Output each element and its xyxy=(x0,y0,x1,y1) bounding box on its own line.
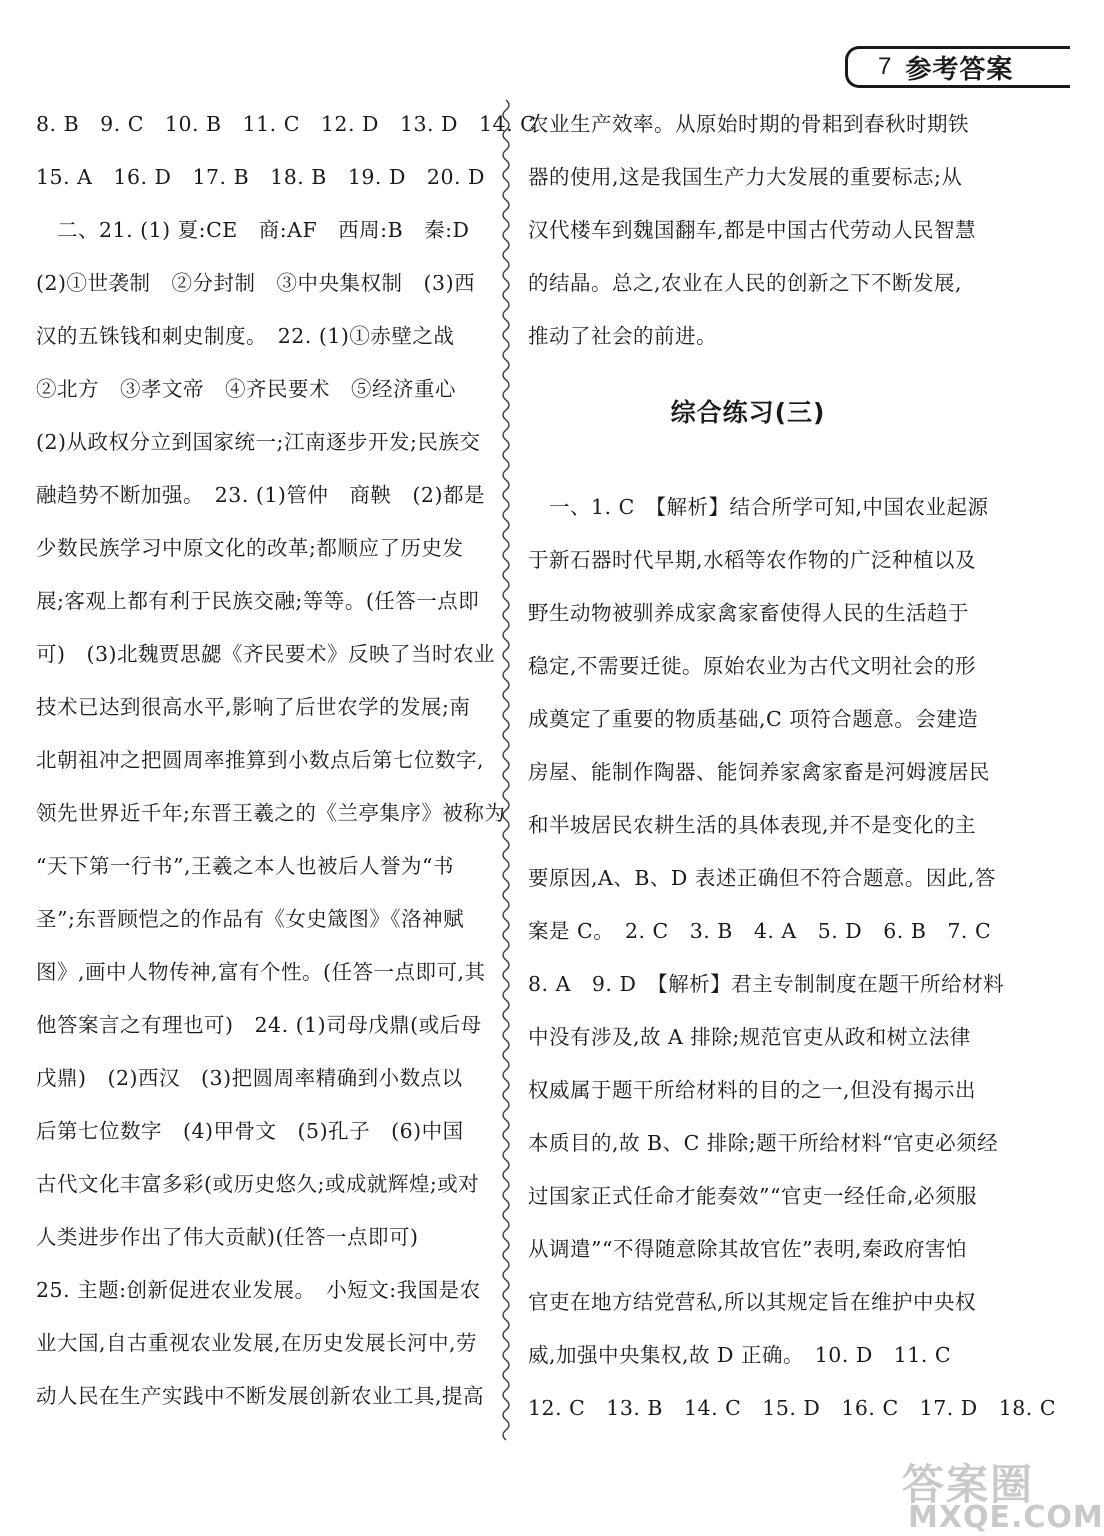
right-line: 过国家正式任命才能奏效”“官吏一经任命,必须服 xyxy=(528,1184,977,1208)
left-line: 展;客观上都有利于民族交融;等等。(任答一点即 xyxy=(36,589,480,613)
left-line: 8. B 9. C 10. B 11. C 12. D 13. D 14. C xyxy=(36,112,537,136)
left-line: 汉的五铢钱和刺史制度。 22. (1)①赤壁之战 xyxy=(36,324,455,348)
section-heading: 综合练习(三) xyxy=(670,398,826,427)
right-line: 于新石器时代早期,水稻等农作物的广泛种植以及 xyxy=(528,548,977,572)
left-line: 25. 主题:创新促进农业发展。 小短文:我国是农 xyxy=(36,1278,481,1302)
left-line: 融趋势不断加强。 23. (1)管仲 商鞅 (2)都是 xyxy=(36,483,485,507)
left-line: 后第七位数字 (4)甲骨文 (5)孔子 (6)中国 xyxy=(36,1119,464,1143)
page-header-tab xyxy=(845,46,1070,88)
left-line: 动人民在生产实践中不断发展创新农业工具,提高 xyxy=(36,1384,485,1408)
left-line: 戊鼎) (2)西汉 (3)把圆周率精确到小数点以 xyxy=(36,1066,463,1090)
right-line: 12. C 13. B 14. C 15. D 16. C 17. D 18. C xyxy=(528,1396,1057,1420)
page-number: 7 xyxy=(878,53,892,80)
left-line: 15. A 16. D 17. B 18. B 19. D 20. D xyxy=(36,165,485,189)
left-line: 北朝祖冲之把圆周率推算到小数点后第七位数字, xyxy=(36,748,485,772)
watermark-line2: MXQE.COM xyxy=(908,1500,1104,1535)
right-line: 器的使用,这是我国生产力大发展的重要标志;从 xyxy=(528,165,963,189)
left-line: 领先世界近千年;东晋王羲之的《兰亭集序》被称为 xyxy=(36,801,506,825)
left-line: 可) (3)北魏贾思勰《齐民要术》反映了当时农业 xyxy=(36,642,496,666)
right-line: 农业生产效率。从原始时期的骨耜到春秋时期铁 xyxy=(528,112,969,136)
right-line: 房屋、能制作陶器、能饲养家禽家畜是河姆渡居民 xyxy=(528,760,990,784)
left-column xyxy=(36,98,537,1423)
left-line: 古代文化丰富多彩(或历史悠久;或成就辉煌;或对 xyxy=(36,1172,480,1196)
right-line: 8. A 9. D 【解析】君主专制制度在题干所给材料 xyxy=(528,972,1005,996)
left-line: (2)①世袭制 ②分封制 ③中央集权制 (3)西 xyxy=(36,271,476,295)
right-line: 官吏在地方结党营私,所以其规定旨在维护中央权 xyxy=(528,1290,977,1314)
right-line: 的结晶。总之,农业在人民的创新之下不断发展, xyxy=(528,271,963,295)
watermark-line1: 答案圈 xyxy=(902,1460,1035,1509)
right-line: 成奠定了重要的物质基础,C 项符合题意。会建造 xyxy=(528,707,979,731)
left-line: 少数民族学习中原文化的改革;都顺应了历史发 xyxy=(36,536,464,560)
header-title: 参考答案 xyxy=(905,54,1014,85)
left-line: 技术已达到很高水平,影响了后世农学的发展;南 xyxy=(36,695,471,719)
left-line: 圣”;东晋顾恺之的作品有《女史箴图》《洛神赋 xyxy=(36,907,465,931)
right-column xyxy=(528,98,1057,1435)
left-line: 图》,画中人物传神,富有个性。(任答一点即可,其 xyxy=(36,960,486,984)
left-line: 他答案言之有理也可) 24. (1)司母戊鼎(或后母 xyxy=(36,1013,482,1037)
left-line: (2)从政权分立到国家统一;江南逐步开发;民族交 xyxy=(36,430,481,454)
left-line: ②北方 ③孝文帝 ④齐民要术 ⑤经济重心 xyxy=(36,377,456,401)
left-line: 人类进步作出了伟大贡献)(任答一点即可) xyxy=(36,1225,419,1249)
right-line: 案是 C。 2. C 3. B 4. A 5. D 6. B 7. C xyxy=(528,919,992,943)
right-line: 一、1. C 【解析】结合所学可知,中国农业起源 xyxy=(528,495,989,519)
column-divider xyxy=(491,100,521,1440)
right-line: 威,加强中央集权,故 D 正确。 10. D 11. C xyxy=(528,1343,952,1367)
right-line: 野生动物被驯养成家禽家畜使得人民的生活趋于 xyxy=(528,601,969,625)
right-line: 推动了社会的前进。 xyxy=(528,324,717,348)
watermark-logo xyxy=(902,1450,1104,1536)
right-line: 中没有涉及,故 A 排除;规范官吏从政和树立法律 xyxy=(528,1025,971,1049)
right-line: 和半坡居民农耕生活的具体表现,并不是变化的主 xyxy=(528,813,977,837)
right-line: 稳定,不需要迁徙。原始农业为古代文明社会的形 xyxy=(528,654,977,678)
right-line: 权威属于题干所给材料的目的之一,但没有揭示出 xyxy=(528,1078,977,1102)
right-line: 本质目的,故 B、C 排除;题干所给材料“官吏必须经 xyxy=(528,1131,999,1155)
left-line: 业大国,自古重视农业发展,在历史发展长河中,劳 xyxy=(36,1331,478,1355)
left-line: “天下第一行书”,王羲之本人也被后人誉为“书 xyxy=(36,854,454,878)
right-line: 要原因,A、B、D 表述正确但不符合题意。因此,答 xyxy=(528,866,996,890)
left-line: 二、21. (1) 夏:CE 商:AF 西周:B 秦:D xyxy=(36,218,470,242)
right-line: 从调遣”“不得随意除其故官佐”表明,秦政府害怕 xyxy=(528,1237,967,1261)
right-line: 汉代楼车到魏国翻车,都是中国古代劳动人民智慧 xyxy=(528,218,977,242)
